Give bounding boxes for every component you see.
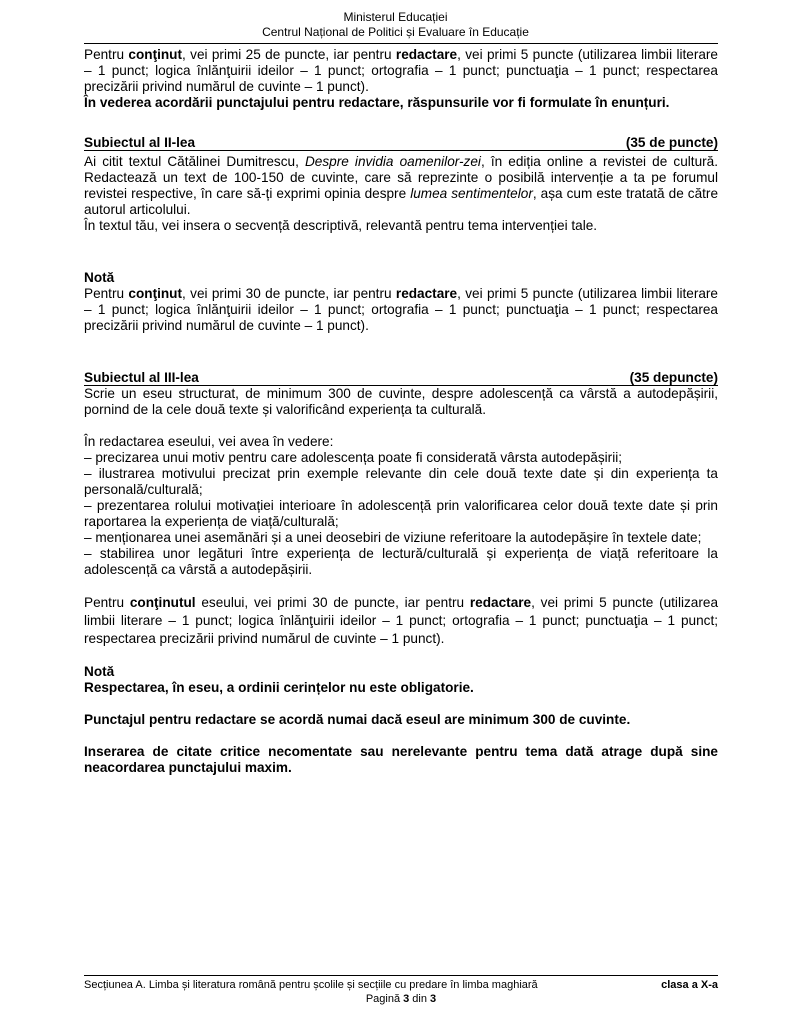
note-item: Respectarea, în eseu, a ordinii cerințelor nu este obligatorie. (84, 680, 474, 695)
subject2-heading (84, 135, 718, 151)
subject3-list-intro: În redactarea eseului, vei avea în vedere: (84, 434, 334, 449)
page-header (0, 10, 791, 40)
subject2-points: (35 de puncte) (625, 135, 718, 150)
subject3-note-title: Notă (84, 664, 115, 679)
subject3-title: Subiectul al III-lea (84, 370, 199, 385)
ministry-name: Ministerul Educației (343, 10, 448, 24)
header-divider (84, 43, 718, 44)
subject3-task: Scrie un eseu structurat, de minimum 300 de cuvinte, despre adolescență ca vârstă a autodepășirii, pornind de la cele două texte și valorificând experiența ta culturală. (84, 386, 718, 417)
footer-class: clasa a X-a (661, 979, 718, 991)
subject3-points: (35 depuncte) (629, 370, 718, 385)
intro-bold-note: În vederea acordării punctajului pentru redactare, răspunsurile vor fi formulate în enunțuri. (84, 95, 670, 110)
footer-divider (84, 975, 718, 976)
subject2-note-title: Notă (84, 270, 115, 285)
list-item: – ilustrarea motivului precizat prin exemple relevante din cele două texte date și din experiența ta personală/culturală; (84, 466, 718, 497)
page-number: Pagină 3 din 3 (365, 993, 437, 1005)
list-item: – precizarea unui motiv pentru care adolescența poate fi considerată vârsta autodepășirii; (84, 450, 623, 465)
subject2-task: Ai citit textul Cătălinei Dumitrescu, Despre invidia oamenilor-zei, în ediția online a revistei de cultură. Redactează un text de 100-150 de cuvinte, care să reprezinte o posibilă intervenție a ta pe forumul revistei respective, în care să-ți exprimi opinia despre lumea sentimentelor, așa cum este tratată de către autorul articolului. (84, 154, 719, 217)
page-footer (84, 978, 718, 1006)
intro-scoring-paragraph: Pentru conţinut, vei primi 25 de puncte, iar pentru redactare, vei primi 5 puncte (utilizarea limbii literare – 1 punct; logica înlănţuirii ideilor – 1 punct; ortografia – 1 punct; punctuaţia – 1 punct; respectarea precizării privind numărul de cuvinte – 1 punct). (84, 47, 718, 94)
list-item: – menționarea unei asemănări și a unei deosebiri de viziune referitoare la autodepășire în textele date; (84, 530, 702, 545)
subject2-title: Subiectul al II-lea (84, 135, 196, 150)
subject3-heading (84, 370, 718, 386)
note-item: Inserarea de citate critice necomentate sau nerelevante pentru tema dată atrage după sine neacordarea punctajului maxim. (84, 744, 718, 775)
document-body (84, 47, 718, 776)
subject3-scoring-paragraph: Pentru conţinutul eseului, vei primi 30 de puncte, iar pentru redactare, vei primi 5 puncte (utilizarea limbii literare – 1 punct; logica înlănţuirii ideilor – 1 punct; ortografia – 1 punct; punctuaţia – 1 punct; respectarea precizării privind numărul de cuvinte – 1 punct). (84, 595, 719, 646)
note-item: Punctajul pentru redactare se acordă numai dacă eseul are minimum 300 de cuvinte. (84, 712, 631, 727)
list-item: – prezentarea rolului motivației interioare în adolescență prin valorificarea celor două texte date și prin raportarea la experiența de viață/culturală; (84, 498, 718, 529)
subject2-requirement: În textul tău, vei insera o secvență descriptivă, relevantă pentru tema intervenției tale. (84, 218, 598, 233)
subject2-note-paragraph: Pentru conţinut, vei primi 30 de puncte, iar pentru redactare, vei primi 5 puncte (utilizarea limbii literare – 1 punct; logica înlănţuirii ideilor – 1 punct; ortografia – 1 punct; punctuaţia – 1 punct; respectarea precizării privind numărul de cuvinte – 1 punct). (84, 286, 718, 333)
center-name: Centrul Național de Politici și Evaluare în Educație (262, 25, 529, 39)
footer-section: Secțiunea A. Limba și literatura română pentru școlile și secțiile cu predare în limba maghiară (84, 979, 538, 991)
list-item: – stabilirea unor legături între experiența de lectură/culturală și experiența de viață referitoare la adolescență ca vârstă a autodepășirii. (84, 546, 718, 577)
